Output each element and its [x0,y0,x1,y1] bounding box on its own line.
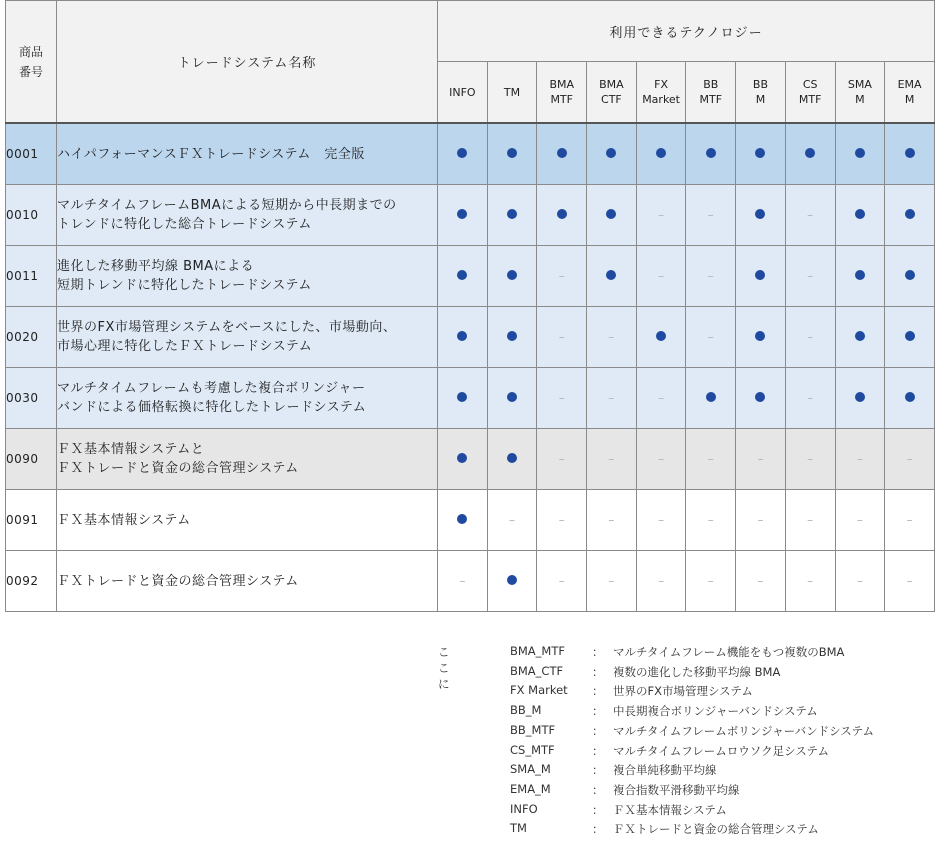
tech-header-2 [537,62,587,124]
system-name: マルチタイムフレームBMAによる短期から中長期までの トレンドに特化した総合トレードシステム [57,185,438,246]
tech-cell [636,246,686,307]
tech-header-7 [785,62,835,124]
unavailable-dash: – [658,208,665,222]
unavailable-dash: – [707,574,714,588]
available-dot-icon [855,209,865,219]
legend-key: EMA_M [510,781,551,796]
legend-key: TM [510,821,527,836]
tech-cell [487,490,537,551]
unavailable-dash: – [608,391,615,405]
tech-cell [587,246,637,307]
tech-header-label: INFO [449,85,476,99]
available-dot-icon [905,209,915,219]
tech-cell [587,429,637,490]
tech-cell [537,429,587,490]
tech-cell [686,429,736,490]
tech-cell [885,307,935,368]
tech-header-0 [438,62,488,124]
product-id: 0030 [6,368,57,429]
table-row [6,185,935,246]
tech-cell [438,185,488,246]
legend-key: BB_MTF [510,722,556,737]
unavailable-dash: – [558,391,565,405]
legend-key: INFO [510,801,538,816]
legend-colon: ： [592,822,604,837]
legend-key: FX Market [510,683,568,698]
tech-cell [885,185,935,246]
tech-cell [785,246,835,307]
unavailable-dash: – [856,513,863,527]
available-dot-icon [457,453,467,463]
unavailable-dash: – [707,513,714,527]
tech-cell [587,185,637,246]
tech-cell [487,123,537,185]
tech-cell [835,368,885,429]
unavailable-dash: – [658,574,665,588]
table-row [6,123,935,185]
table-row [6,246,935,307]
system-name: ハイパフォーマンスＦＸトレードシステム 完全版 [57,123,438,185]
tech-cell [736,368,786,429]
system-name-header: トレードシステム名称 [57,1,438,124]
tech-cell [636,307,686,368]
unavailable-dash: – [707,330,714,344]
available-dot-icon [507,453,517,463]
unavailable-dash: – [906,513,913,527]
tech-header-label: FX Market [642,78,680,106]
system-name: マルチタイムフレームも考慮した複合ボリンジャー バンドによる価格転換に特化したトレードシステム [57,368,438,429]
tech-cell [835,429,885,490]
available-dot-icon [656,331,666,341]
tech-cell [537,490,587,551]
unavailable-dash: – [807,208,814,222]
legend-desc: 複合指数平滑移動平均線 [613,782,740,797]
unavailable-dash: – [608,574,615,588]
available-dot-icon [905,392,915,402]
available-dot-icon [606,148,616,158]
system-name: 世界のFX市場管理システムをベースにした、市場動向、 市場心理に特化したＦＸトレードシステム [57,307,438,368]
tech-cell [835,307,885,368]
legend-colon: ： [592,704,604,719]
tech-header-label: TM [503,85,521,99]
unavailable-dash: – [509,513,516,527]
legend-colon: ： [592,782,604,797]
tech-cell [736,123,786,185]
unavailable-dash: – [558,269,565,283]
tech-header-8 [835,62,885,124]
available-dot-icon [905,270,915,280]
available-dot-icon [507,148,517,158]
tech-header-label: BMA MTF [549,78,574,106]
tech-cell [438,551,488,612]
tech-cell [487,307,537,368]
unavailable-dash: – [856,452,863,466]
tech-cell [438,429,488,490]
tech-cell [835,551,885,612]
available-dot-icon [805,148,815,158]
system-name: ＦＸトレードと資金の総合管理システム [57,551,438,612]
tech-cell [835,490,885,551]
unavailable-dash: – [807,574,814,588]
available-dot-icon [905,148,915,158]
tech-cell [686,368,736,429]
tech-cell [487,551,537,612]
tech-header-5 [686,62,736,124]
available-dot-icon [656,148,666,158]
tech-cell [487,246,537,307]
tech-cell [835,246,885,307]
unavailable-dash: – [906,452,913,466]
tech-cell [636,551,686,612]
available-dot-icon [855,392,865,402]
tech-cell [438,490,488,551]
tech-header-1 [487,62,537,124]
legend-key: CS_MTF [510,742,555,757]
tech-cell [835,185,885,246]
available-dot-icon [507,392,517,402]
tech-cell [487,185,537,246]
tech-cell [438,368,488,429]
tech-header-label: CS MTF [798,78,822,106]
legend-desc: マルチタイムフレーム機能をもつ複数のBMA [613,645,845,659]
legend-desc: マルチタイムフレームロウソク足システム [613,743,829,758]
legend-key: BMA_CTF [510,663,564,678]
unavailable-dash: – [558,330,565,344]
unavailable-dash: – [707,452,714,466]
legend-key: BMA_MTF [510,644,565,658]
tech-header-9 [885,62,935,124]
tech-cell [736,185,786,246]
tech-cell [885,246,935,307]
available-dot-icon [507,331,517,341]
tech-cell [636,490,686,551]
tech-cell [885,429,935,490]
tech-cell [736,429,786,490]
available-dot-icon [606,209,616,219]
unavailable-dash: – [757,452,764,466]
available-dot-icon [457,392,467,402]
legend-colon: ： [592,763,604,778]
tech-cell [686,185,736,246]
unavailable-dash: – [757,513,764,527]
legend-colon: ： [592,664,604,679]
available-dot-icon [855,331,865,341]
tech-cell [587,123,637,185]
legend-colon: ： [592,645,604,659]
tech-cell [885,368,935,429]
available-dot-icon [855,148,865,158]
tech-cell [885,123,935,185]
available-dot-icon [755,148,765,158]
unavailable-dash: – [707,208,714,222]
available-dot-icon [557,148,567,158]
available-dot-icon [557,209,567,219]
tech-cell [636,368,686,429]
tech-cell [686,307,736,368]
available-dot-icon [755,209,765,219]
unavailable-dash: – [856,574,863,588]
tech-cell [537,307,587,368]
tech-header-label: BB M [752,78,769,106]
tech-cell [686,551,736,612]
tech-cell [636,185,686,246]
tech-cell [835,123,885,185]
tech-cell [537,368,587,429]
legend-desc: 中長期複合ボリンジャーバンドシステム [613,704,818,719]
tech-cell [537,185,587,246]
product-id: 0091 [6,490,57,551]
table-row [6,490,935,551]
product-id: 0090 [6,429,57,490]
unavailable-dash: – [807,391,814,405]
tech-cell [438,246,488,307]
available-dot-icon [457,148,467,158]
unavailable-dash: – [757,574,764,588]
legend-key: SMA_M [510,762,551,777]
unavailable-dash: – [658,513,665,527]
tech-cell [686,490,736,551]
legend-key: BB_M [510,703,542,718]
unavailable-dash: – [558,452,565,466]
legend-colon: ： [592,723,604,738]
tech-cell [636,429,686,490]
tech-cell [785,185,835,246]
legend-desc: マルチタイムフレームボリンジャーバンドシステム [613,723,874,738]
tech-cell [686,123,736,185]
legend-colon: ： [592,684,604,699]
unavailable-dash: – [558,513,565,527]
product-id: 0001 [6,123,57,185]
tech-cell [736,246,786,307]
unavailable-dash: – [658,452,665,466]
tech-cell [587,490,637,551]
available-dot-icon [457,514,467,524]
product-id: 0010 [6,185,57,246]
tech-cell [438,307,488,368]
tech-cell [587,307,637,368]
legend-desc: ＦＸ基本情報システム [613,802,727,817]
tech-cell [537,123,587,185]
tech-cell [736,551,786,612]
unavailable-dash: – [558,574,565,588]
available-dot-icon [507,575,517,585]
available-dot-icon [457,270,467,280]
tech-cell [438,123,488,185]
tech-header-3 [587,62,637,124]
available-dot-icon [905,331,915,341]
tech-cell [785,307,835,368]
tech-cell [885,551,935,612]
tech-header-label: BB MTF [699,78,723,106]
tech-cell [487,429,537,490]
unavailable-dash: – [459,574,466,588]
legend-intro: ここに [438,645,450,691]
table-row [6,429,935,490]
product-id: 0020 [6,307,57,368]
available-dot-icon [606,270,616,280]
tech-cell [785,429,835,490]
available-dot-icon [457,209,467,219]
tech-cell [587,368,637,429]
tech-cell [537,551,587,612]
table-row [6,551,935,612]
available-dot-icon [457,331,467,341]
legend-colon: ： [592,802,604,817]
unavailable-dash: – [608,452,615,466]
available-dot-icon [706,148,716,158]
unavailable-dash: – [658,391,665,405]
tech-header-label: BMA CTF [599,78,624,106]
unavailable-dash: – [807,330,814,344]
tech-cell [487,368,537,429]
tech-cell [785,551,835,612]
system-name: ＦＸ基本情報システム [57,490,438,551]
unavailable-dash: – [807,452,814,466]
tech-cell [885,490,935,551]
legend-desc: 複合単純移動平均線 [613,763,717,778]
table-row [6,368,935,429]
unavailable-dash: – [906,574,913,588]
table-row [6,307,935,368]
product-id: 0092 [6,551,57,612]
tech-cell [587,551,637,612]
legend-desc: 複数の進化した移動平均線 BMA [613,664,781,679]
unavailable-dash: – [707,269,714,283]
tech-cell [537,246,587,307]
unavailable-dash: – [807,513,814,527]
available-dot-icon [507,270,517,280]
tech-cell [736,490,786,551]
tech-header-4 [636,62,686,124]
legend-colon: ： [592,743,604,758]
unavailable-dash: – [608,330,615,344]
tech-title-header: 利用できるテクノロジー [438,1,935,62]
technology-table [5,0,935,612]
product-no-header: 商品 番号 [6,1,57,124]
tech-cell [785,368,835,429]
tech-cell [736,307,786,368]
available-dot-icon [755,270,765,280]
unavailable-dash: – [658,269,665,283]
tech-cell [785,123,835,185]
tech-cell [686,246,736,307]
tech-header-label: EMA M [897,78,922,106]
product-id: 0011 [6,246,57,307]
unavailable-dash: – [608,513,615,527]
system-name: 進化した移動平均線 BMAによる 短期トレンドに特化したトレードシステム [57,246,438,307]
tech-cell [636,123,686,185]
available-dot-icon [706,392,716,402]
available-dot-icon [755,392,765,402]
available-dot-icon [855,270,865,280]
unavailable-dash: – [807,269,814,283]
tech-header-label: SMA M [847,78,872,106]
legend-desc: 世界のFX市場管理システム [613,684,753,699]
available-dot-icon [507,209,517,219]
legend-desc: ＦＸトレードと資金の総合管理システム [613,822,819,837]
system-name: ＦＸ基本情報システムと ＦＸトレードと資金の総合管理システム [57,429,438,490]
available-dot-icon [755,331,765,341]
tech-header-6 [736,62,786,124]
tech-cell [785,490,835,551]
